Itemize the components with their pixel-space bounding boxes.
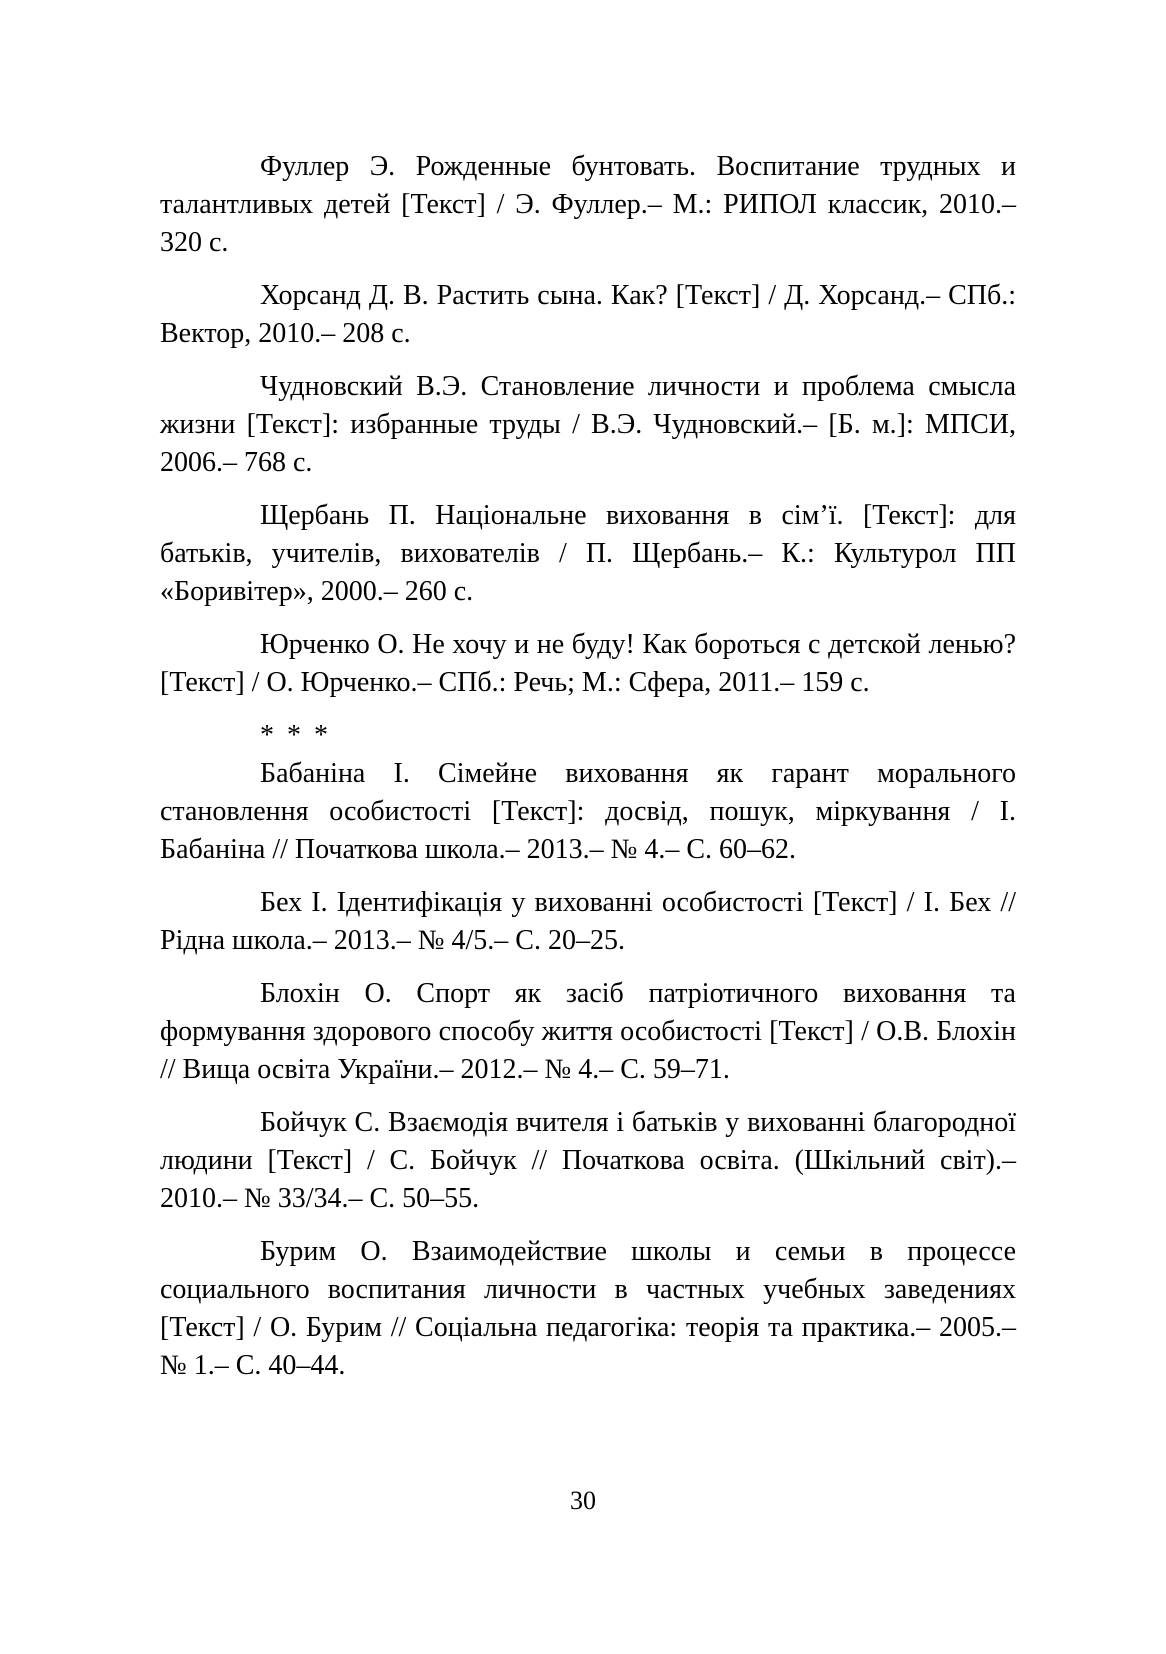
section-separator: * * *	[260, 720, 331, 751]
reference-entry: Чудновский В.Э. Становление личности и проблема смысла жизни [Текст]: избранные труды / В.Э. Чудновский.– [Б. м.]: МПСИ, 2006.– 768 с.	[160, 371, 1016, 478]
reference-entry: Фуллер Э. Рожденные бунтовать. Воспитание трудных и талантливых детей [Текст] / Э. Фуллер.– М.: РИПОЛ классик, 2010.– 320 с.	[160, 151, 1016, 258]
reference-entry: Бурим О. Взаимодействие школы и семьи в процессе социального воспитания личности в частных учебных заведениях [Текст] / О. Бурим // Соціальна педагогіка: теорія та практика.– 2005.– № 1.– С. 40–44.	[160, 1236, 1016, 1381]
reference-entry: Бойчук С. Взаємодія вчителя і батьків у вихованні благородної людини [Текст] / С. Бойчук // Початкова освіта. (Шкільний світ).– 2010.– № 33/34.– С. 50–55.	[160, 1107, 1016, 1214]
reference-entry: Хорсанд Д. В. Растить сына. Как? [Текст] / Д. Хорсанд.– СПб.: Вектор, 2010.– 208 с.	[160, 280, 1016, 349]
page-number: 30	[570, 1486, 596, 1515]
reference-entry: Бабаніна І. Сімейне виховання як гарант морального становлення особистості [Текст]: досвід, пошук, міркування / І. Бабаніна // Початкова школа.– 2013.– № 4.– С. 60–62.	[160, 758, 1016, 865]
reference-entry: Бех І. Ідентифікація у вихованні особистості [Текст] / І. Бех // Рідна школа.– 2013.– № 4/5.– С. 20–25.	[160, 887, 1016, 956]
reference-entry: Юрченко О. Не хочу и не буду! Как бороться с детской ленью? [Текст] / О. Юрченко.– СПб.: Речь; М.: Сфера, 2011.– 159 с.	[160, 629, 1016, 698]
reference-entry: Щербань П. Національне виховання в сім’ї. [Текст]: для батьків, учителів, вихователів / П. Щербань.– К.: Культурол ПП «Боривітер», 2000.– 260 с.	[160, 500, 1016, 607]
reference-entry: Блохін О. Спорт як засіб патріотичного виховання та формування здорового способу життя особистості [Текст] / О.В. Блохін // Вища освіта України.– 2012.– № 4.– С. 59–71.	[160, 978, 1016, 1085]
bibliography	[160, 148, 1016, 1400]
